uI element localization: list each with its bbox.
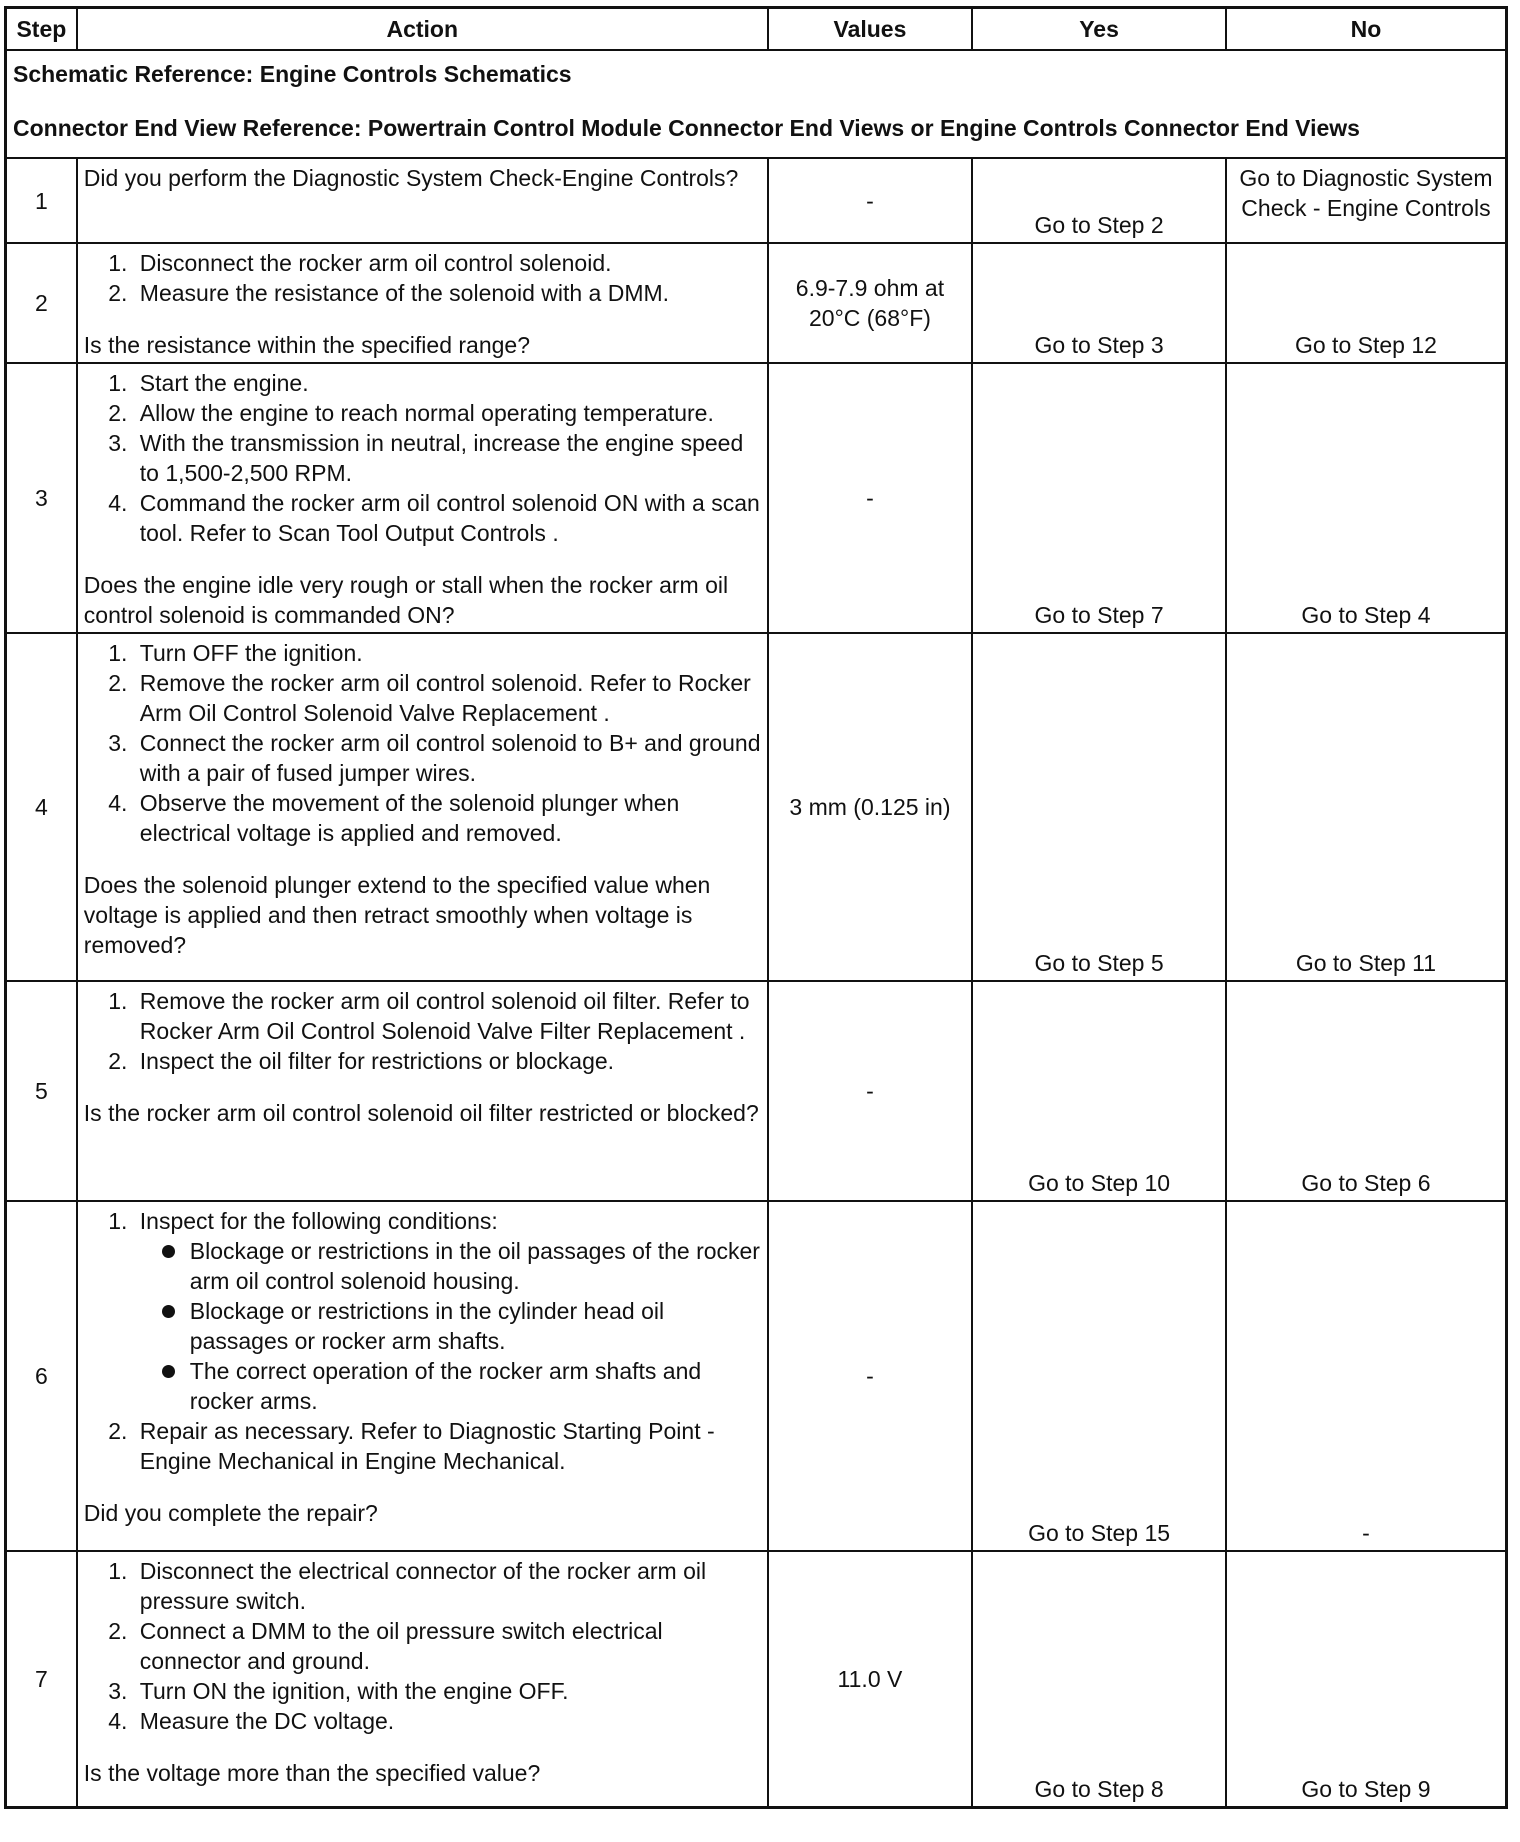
table-row-step-4: [6, 633, 1507, 981]
instruction-item: 1. Start the engine.: [134, 368, 761, 398]
no-cell: Go to Step 9: [1226, 1551, 1507, 1807]
yes-cell: Go to Step 8: [972, 1551, 1226, 1807]
no-cell: Go to Step 11: [1226, 633, 1507, 981]
no-cell: Go to Step 12: [1226, 243, 1507, 363]
action-question: Is the rocker arm oil control solenoid oil filter restricted or blocked?: [83, 1100, 759, 1126]
instruction-list: [84, 368, 761, 548]
instruction-item: 2. Remove the rocker arm oil control solenoid. Refer to Rocker Arm Oil Control Solenoid Valve Replacement .: [134, 668, 761, 728]
table-row-step-1: [6, 158, 1507, 243]
instruction-item: 1. Disconnect the rocker arm oil control solenoid.: [134, 248, 761, 278]
step-number: 6: [6, 1201, 77, 1551]
action-question: Does the engine idle very rough or stall when the rocker arm oil control solenoid is commanded ON?: [83, 572, 729, 628]
yes-cell: Go to Step 15: [972, 1201, 1226, 1551]
action-question: Is the resistance within the specified range?: [83, 332, 530, 358]
condition-item: The correct operation of the rocker arm shafts and rocker arms.: [184, 1356, 761, 1416]
value-cell: -: [768, 158, 973, 243]
instruction-item: 2. Repair as necessary. Refer to Diagnostic Starting Point - Engine Mechanical in Engine Mechanical.: [134, 1416, 761, 1476]
instruction-item: 3. With the transmission in neutral, increase the engine speed to 1,500-2,500 RPM.: [134, 428, 761, 488]
instruction-item: 1. Disconnect the electrical connector of the rocker arm oil pressure switch.: [134, 1556, 761, 1616]
action-cell: [77, 158, 768, 243]
header-step: Step: [6, 8, 77, 51]
no-cell: Go to Diagnostic System Check - Engine Controls: [1226, 158, 1507, 243]
instruction-item: 2. Inspect the oil filter for restrictions or blockage.: [134, 1046, 761, 1076]
condition-item: Blockage or restrictions in the cylinder head oil passages or rocker arm shafts.: [184, 1296, 761, 1356]
step-number: 4: [6, 633, 77, 981]
step-number: 7: [6, 1551, 77, 1807]
header-yes: Yes: [972, 8, 1226, 51]
instruction-item: 1. Turn OFF the ignition.: [134, 638, 761, 668]
instruction-item: 3. Turn ON the ignition, with the engine OFF.: [134, 1676, 761, 1706]
table-row-step-3: [6, 363, 1507, 633]
connector-reference: Connector End View Reference: Powertrain Control Module Connector End Views or Engine Controls Connector End Views: [13, 115, 1360, 141]
action-question: Is the voltage more than the specified value?: [83, 1760, 541, 1786]
no-cell: -: [1226, 1201, 1507, 1551]
value-cell: 3 mm (0.125 in): [768, 633, 973, 981]
instruction-item: 4. Measure the DC voltage.: [134, 1706, 761, 1736]
instruction-list: [84, 986, 761, 1076]
instruction-item: 2. Measure the resistance of the solenoid with a DMM.: [134, 278, 761, 308]
value-cell: 11.0 V: [768, 1551, 973, 1807]
diagnostic-table: [4, 6, 1508, 1809]
action-cell: [77, 981, 768, 1201]
diagnostic-document: [4, 6, 1510, 1836]
yes-cell: Go to Step 5: [972, 633, 1226, 981]
yes-cell: Go to Step 10: [972, 981, 1226, 1201]
step-number: 1: [6, 158, 77, 243]
table-row-step-6: [6, 1201, 1507, 1551]
instruction-item: 1. Remove the rocker arm oil control solenoid oil filter. Refer to Rocker Arm Oil Control Solenoid Valve Filter Replacement .: [134, 986, 761, 1046]
table-row-step-5: [6, 981, 1507, 1201]
yes-cell: Go to Step 2: [972, 158, 1226, 243]
action-cell: [77, 1551, 768, 1807]
action-question: Does the solenoid plunger extend to the specified value when voltage is applied and then retract smoothly when voltage is removed?: [83, 872, 711, 958]
instruction-item: [134, 1206, 761, 1416]
schematic-reference: Schematic Reference: Engine Controls Schematics: [13, 61, 572, 87]
action-question: Did you complete the repair?: [83, 1500, 378, 1526]
no-cell: Go to Step 6: [1226, 981, 1507, 1201]
instruction-list: [84, 1206, 761, 1476]
condition-item: Blockage or restrictions in the oil passages of the rocker arm oil control solenoid housing.: [184, 1236, 761, 1296]
yes-cell: Go to Step 7: [972, 363, 1226, 633]
value-cell: 6.9-7.9 ohm at 20°C (68°F): [768, 243, 973, 363]
reference-cell: [6, 50, 1507, 158]
instruction-item: 4. Command the rocker arm oil control solenoid ON with a scan tool. Refer to Scan Tool Output Controls .: [134, 488, 761, 548]
header-no: No: [1226, 8, 1507, 51]
instruction-text: Inspect for the following conditions:: [139, 1208, 498, 1234]
table-row-step-7: [6, 1551, 1507, 1807]
value-cell: -: [768, 363, 973, 633]
action-cell: [77, 1201, 768, 1551]
instruction-item: 2. Allow the engine to reach normal operating temperature.: [134, 398, 761, 428]
instruction-item: 4. Observe the movement of the solenoid plunger when electrical voltage is applied and removed.: [134, 788, 761, 848]
instruction-list: [84, 1556, 761, 1736]
yes-cell: Go to Step 3: [972, 243, 1226, 363]
header-row: [6, 8, 1507, 51]
action-cell: [77, 363, 768, 633]
action-question: Did you perform the Diagnostic System Check-Engine Controls?: [83, 165, 739, 191]
header-values: Values: [768, 8, 973, 51]
instruction-list: [84, 638, 761, 848]
step-number: 3: [6, 363, 77, 633]
step-number: 2: [6, 243, 77, 363]
condition-list: [140, 1236, 761, 1416]
header-action: Action: [77, 8, 768, 51]
action-cell: [77, 633, 768, 981]
action-cell: [77, 243, 768, 363]
value-cell: -: [768, 1201, 973, 1551]
step-number: 5: [6, 981, 77, 1201]
instruction-list: [84, 248, 761, 308]
instruction-item: 2. Connect a DMM to the oil pressure switch electrical connector and ground.: [134, 1616, 761, 1676]
reference-row: [6, 50, 1507, 158]
table-row-step-2: [6, 243, 1507, 363]
no-cell: Go to Step 4: [1226, 363, 1507, 633]
instruction-item: 3. Connect the rocker arm oil control solenoid to B+ and ground with a pair of fused jumper wires.: [134, 728, 761, 788]
value-cell: -: [768, 981, 973, 1201]
